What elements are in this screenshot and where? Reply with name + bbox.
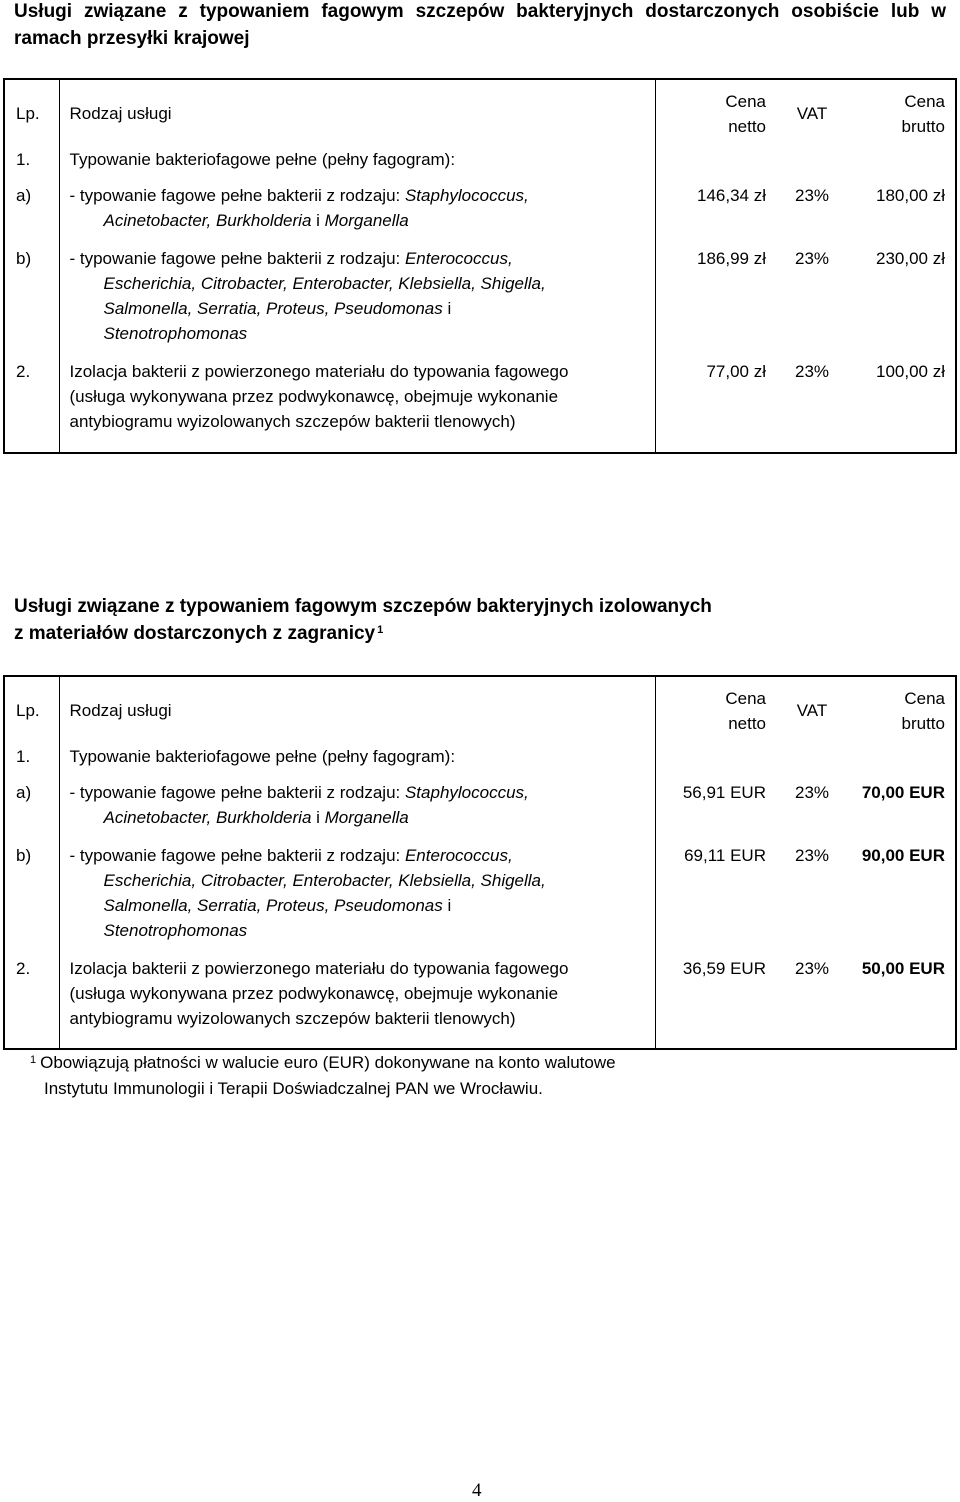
price-net: 146,34 zł (697, 186, 766, 205)
conjunction: i (442, 299, 452, 318)
conjunction: i (311, 808, 325, 827)
header-gross (850, 676, 956, 744)
genus-text: Escherichia, Citrobacter, Enterobacter, Klebsiella, Shigella, (103, 274, 546, 293)
desc-prefix: - typowanie fagowe pełne bakterii z rodzaju: (69, 783, 405, 802)
genus-text: Stenotrophomonas (103, 921, 248, 940)
vat-rate: 23% (794, 783, 830, 802)
row-desc (59, 843, 655, 956)
price-gross: 180,00 zł (876, 186, 945, 205)
genus-text: Salmonella, Serratia, Proteus, Pseudomonas (103, 896, 443, 915)
header-net-line2: netto (728, 116, 766, 136)
header-net-line2: netto (728, 713, 766, 733)
header-net-line1: Cena (725, 688, 766, 708)
row-lp: a) (4, 780, 59, 843)
desc-line: antybiogramu wyizolowanych szczepów bakterii tlenowych) (69, 412, 516, 431)
desc-line: Izolacja bakterii z powierzonego materiału do typowania fagowego (69, 959, 569, 978)
table-row (4, 956, 956, 1049)
row-lp: 2. (4, 359, 59, 453)
page-number: 4 (472, 1480, 482, 1501)
table-row (4, 246, 956, 359)
vat-rate: 23% (794, 186, 830, 205)
desc-line: (usługa wykonywana przez podwykonawcę, obejmuje wykonanie (69, 984, 559, 1003)
genus-text: Salmonella, Serratia, Proteus, Pseudomonas (103, 299, 443, 318)
row-desc (59, 956, 655, 1049)
vat-rate: 23% (794, 846, 830, 865)
desc-line: (usługa wykonywana przez podwykonawcę, obejmuje wykonanie (69, 387, 559, 406)
header-net (655, 79, 774, 147)
genus-text: Enterococcus, (404, 846, 513, 865)
header-service: Rodzaj usługi (59, 676, 655, 744)
genus-text: Acinetobacter, Burkholderia (103, 808, 312, 827)
genus-text: Escherichia, Citrobacter, Enterobacter, Klebsiella, Shigella, (103, 871, 546, 890)
genus-text: Staphylococcus, (404, 783, 529, 802)
footnote-marker: 1 (30, 1054, 37, 1066)
section1-title: Usługi związane z typowaniem fagowym szczepów bakteryjnych dostarczonych osobiście lub w ramach przesyłki krajowej (14, 1, 946, 49)
header-gross-line2: brutto (901, 713, 945, 733)
footnote-ref: 1 (377, 624, 384, 636)
desc-line: Izolacja bakterii z powierzonego materiału do typowania fagowego (69, 362, 569, 381)
price-gross: 100,00 zł (876, 362, 945, 381)
price-gross: 70,00 EUR (861, 783, 945, 802)
header-vat: VAT (796, 104, 828, 123)
conjunction: i (442, 896, 452, 915)
section2-title (14, 593, 946, 647)
desc-line: antybiogramu wyizolowanych szczepów bakterii tlenowych) (69, 1009, 516, 1028)
footnote (30, 1050, 730, 1102)
genus-text: Morganella (324, 211, 409, 230)
price-gross: 230,00 zł (876, 249, 945, 268)
desc-prefix: - typowanie fagowe pełne bakterii z rodzaju: (69, 249, 405, 268)
vat-rate: 23% (794, 362, 830, 381)
row-desc: Typowanie bakteriofagowe pełne (pełny fagogram): (59, 147, 655, 183)
row-desc (59, 780, 655, 843)
price-gross: 90,00 EUR (861, 846, 945, 865)
table-row (4, 780, 956, 843)
genus-text: Acinetobacter, Burkholderia (103, 211, 312, 230)
price-net: 56,91 EUR (682, 783, 766, 802)
price-table-domestic (3, 78, 957, 454)
row-lp: b) (4, 246, 59, 359)
header-lp: Lp. (4, 676, 59, 744)
genus-text: Staphylococcus, (404, 186, 529, 205)
row-lp: b) (4, 843, 59, 956)
header-gross (850, 79, 956, 147)
header-vat: VAT (796, 701, 828, 720)
header-gross-line2: brutto (901, 116, 945, 136)
footnote-line2: Instytutu Immunologii i Terapii Doświadczalnej PAN we Wrocławiu. (44, 1079, 543, 1098)
footnote-line1: Obowiązują płatności w walucie euro (EUR) dokonywane na konto walutowe (40, 1053, 616, 1072)
genus-text: Enterococcus, (404, 249, 513, 268)
row-desc: Typowanie bakteriofagowe pełne (pełny fagogram): (59, 744, 655, 780)
table-row (4, 147, 956, 183)
header-gross-line1: Cena (904, 91, 945, 111)
table-header-row (4, 79, 956, 147)
row-lp: 2. (4, 956, 59, 1049)
header-service: Rodzaj usługi (59, 79, 655, 147)
row-lp: 1. (4, 147, 59, 183)
table-header-row (4, 676, 956, 744)
table-row (4, 359, 956, 453)
header-net (655, 676, 774, 744)
header-gross-line1: Cena (904, 688, 945, 708)
genus-text: Stenotrophomonas (103, 324, 248, 343)
price-net: 69,11 EUR (684, 846, 766, 865)
row-lp: a) (4, 183, 59, 246)
vat-rate: 23% (794, 959, 830, 978)
price-net: 36,59 EUR (682, 959, 766, 978)
genus-text: Morganella (324, 808, 409, 827)
desc-prefix: - typowanie fagowe pełne bakterii z rodzaju: (69, 846, 405, 865)
section2-title-line1: Usługi związane z typowaniem fagowym szczepów bakteryjnych izolowanych (14, 596, 712, 617)
header-net-line1: Cena (725, 91, 766, 111)
row-lp: 1. (4, 744, 59, 780)
table-row (4, 183, 956, 246)
price-gross: 50,00 EUR (861, 959, 945, 978)
row-desc (59, 246, 655, 359)
desc-prefix: - typowanie fagowe pełne bakterii z rodzaju: (69, 186, 405, 205)
price-table-foreign (3, 675, 957, 1050)
row-desc (59, 359, 655, 453)
conjunction: i (311, 211, 325, 230)
price-net: 186,99 zł (697, 249, 766, 268)
price-net: 77,00 zł (706, 362, 766, 381)
vat-rate: 23% (794, 249, 830, 268)
header-lp: Lp. (4, 79, 59, 147)
table-row (4, 843, 956, 956)
section2-title-line2: z materiałów dostarczonych z zagranicy (14, 623, 376, 644)
row-desc (59, 183, 655, 246)
table-row (4, 744, 956, 780)
